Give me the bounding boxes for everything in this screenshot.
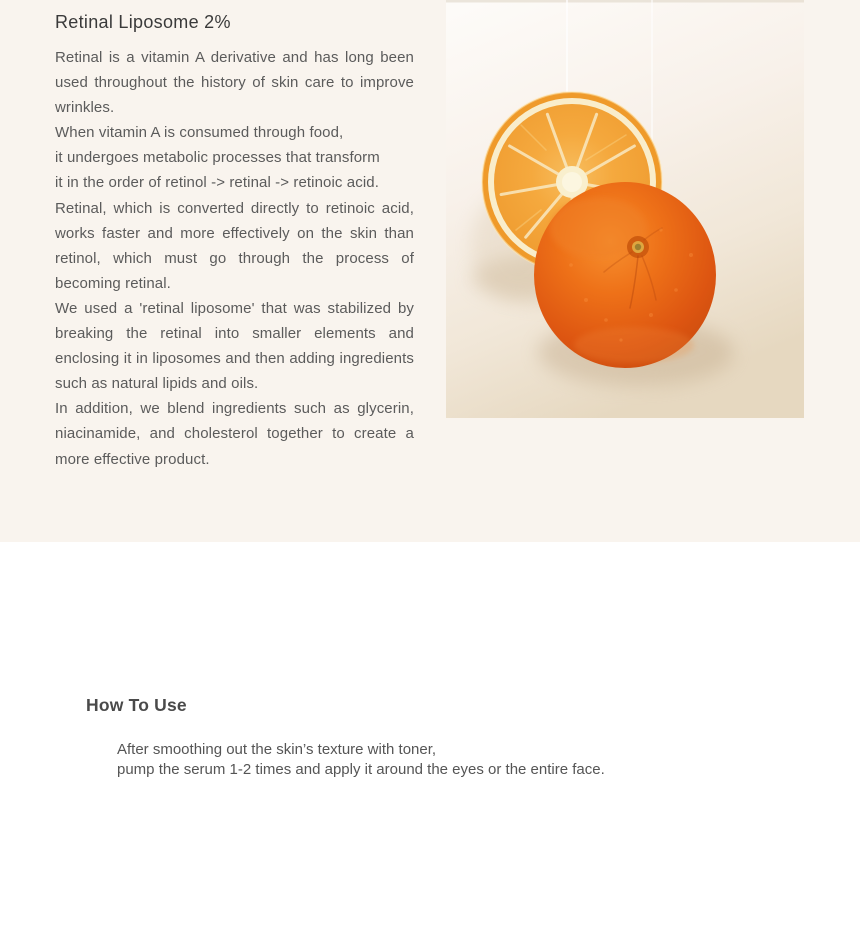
intro-line: it in the order of retinol -> retinal -> retinoic acid.: [55, 174, 379, 192]
intro-line: Retinal, which is converted directly to retinoic acid,: [55, 199, 414, 217]
intro-line: retinol, which must go through the process of: [55, 249, 414, 267]
how-to-use-instructions: [117, 740, 605, 779]
intro-line: it undergoes metabolic processes that transform: [55, 149, 380, 167]
intro-line: niacinamide, and cholesterol together to create a: [55, 425, 414, 443]
intro-line: In addition, we blend ingredients such as glycerin,: [55, 400, 414, 418]
ingredient-description: [55, 12, 414, 472]
section-title: Retinal Liposome 2%: [55, 12, 231, 32]
intro-line: When vitamin A is consumed through food,: [55, 124, 344, 142]
how-to-use-title: How To Use: [86, 695, 187, 715]
intro-line: becoming retinal.: [55, 274, 171, 292]
intro-line: breaking the retinal into smaller elements and: [55, 325, 414, 343]
how-to-use-section: [0, 542, 860, 929]
intro-line: wrinkles.: [55, 99, 115, 117]
orange-photo: [446, 0, 804, 418]
ingredient-text-block: [55, 45, 414, 472]
intro-line: works faster and more effectively on the skin than: [55, 224, 414, 242]
how-to-use-line: After smoothing out the skin’s texture with toner,: [117, 741, 437, 758]
how-to-use-line: pump the serum 1-2 times and apply it around the eyes or the entire face.: [117, 760, 605, 778]
intro-line: such as natural lipids and oils.: [55, 375, 259, 393]
intro-line: more effective product.: [55, 450, 210, 468]
orange-photo-graphic: [446, 0, 804, 418]
whole-orange-graphic: [534, 182, 716, 368]
intro-line: We used a 'retinal liposome' that was stabilized by: [55, 299, 414, 317]
intro-line: used throughout the history of skin care to improve: [55, 74, 414, 92]
intro-line: enclosing it in liposomes and then adding ingredients: [55, 350, 414, 368]
intro-line: Retinal is a vitamin A derivative and has long been: [55, 49, 414, 66]
